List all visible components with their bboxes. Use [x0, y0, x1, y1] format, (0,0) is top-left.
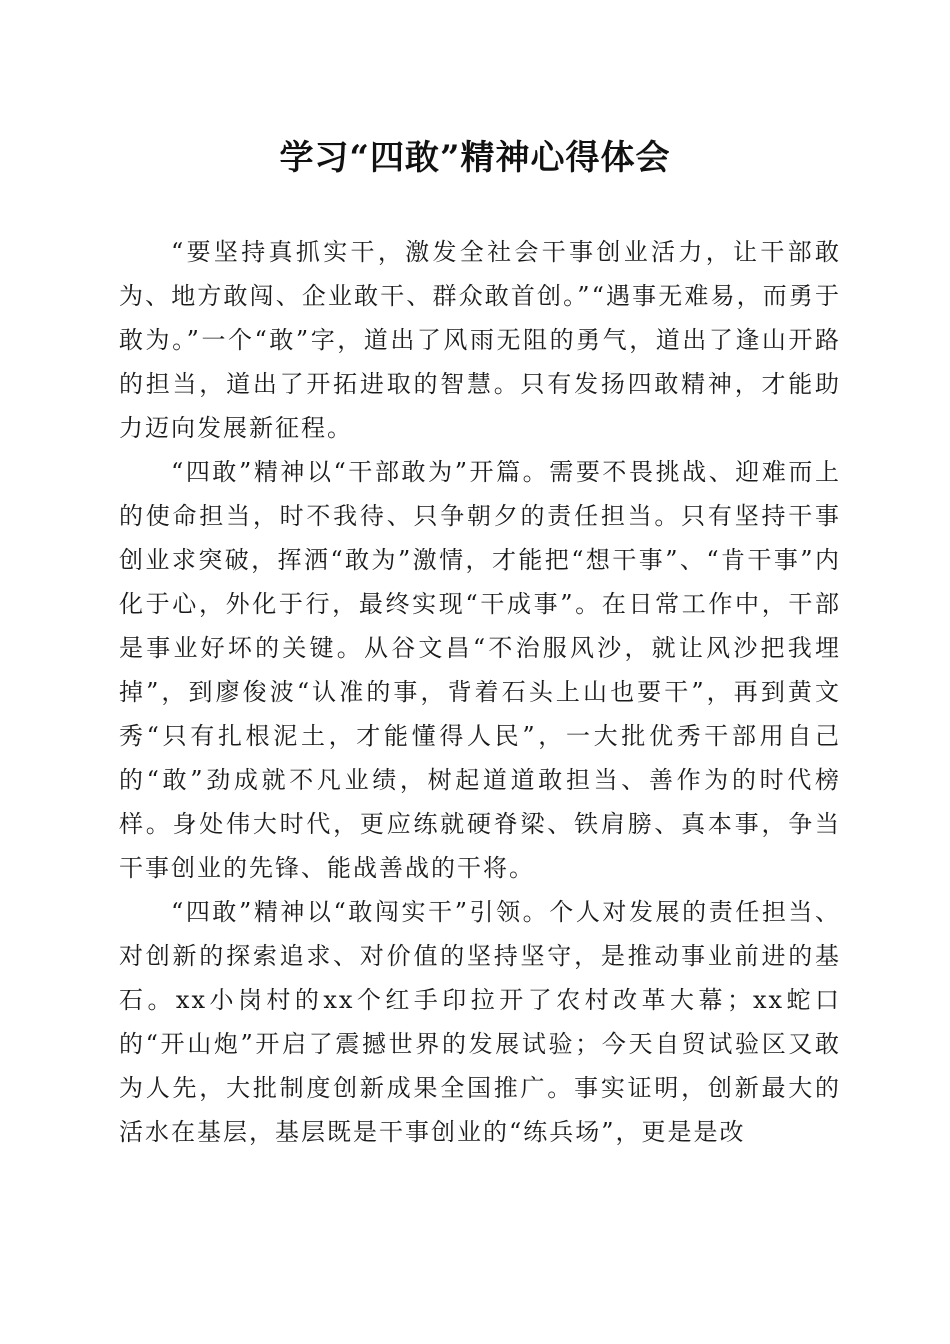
- document-title: 学习“四敢”精神心得体会: [279, 138, 671, 178]
- paragraph-1: “要坚持真抓实干，激发全社会干事创业活力，让干部敢为、地方敢闯、企业敢干、群众敢首创。”“遇事无难易，而勇于敢为。”一个“敢”字，道出了风雨无阻的勇气，道出了逢山开路的担当，道出了开拓进取的智慧。只有发扬四敢精神，才能助力迈向发展新征程。: [119, 238, 841, 442]
- document-body: [119, 230, 841, 1154]
- paragraph-3: “四敢”精神以“敢闯实干”引领。个人对发展的责任担当、对创新的探索追求、对价值的坚持坚守，是推动事业前进的基石。xx小岗村的xx个红手印拉开了农村改革大幕；xx蛇口的“开山炮”开启了震撼世界的发展试验；今天自贸试验区又敢为人先，大批制度创新成果全国推广。事实证明，创新最大的活水在基层，基层既是干事创业的“练兵场”，更是是改: [119, 898, 841, 1146]
- paragraph-2: “四敢”精神以“干部敢为”开篇。需要不畏挑战、迎难而上的使命担当，时不我待、只争朝夕的责任担当。只有坚持干事创业求突破，挥洒“敢为”激情，才能把“想干事”、“肯干事”内化于心，外化于行，最终实现“干成事”。在日常工作中，干部是事业好坏的关键。从谷文昌“不治服风沙，就让风沙把我埋掉”，到廖俊波“认准的事，背着石头上山也要干”，再到黄文秀“只有扎根泥土，才能懂得人民”，一大批优秀干部用自己的“敢”劲成就不凡业绩，树起道道敢担当、善作为的时代榜样。身处伟大时代，更应练就硬脊梁、铁肩膀、真本事，争当干事创业的先锋、能战善战的干将。: [119, 458, 841, 882]
